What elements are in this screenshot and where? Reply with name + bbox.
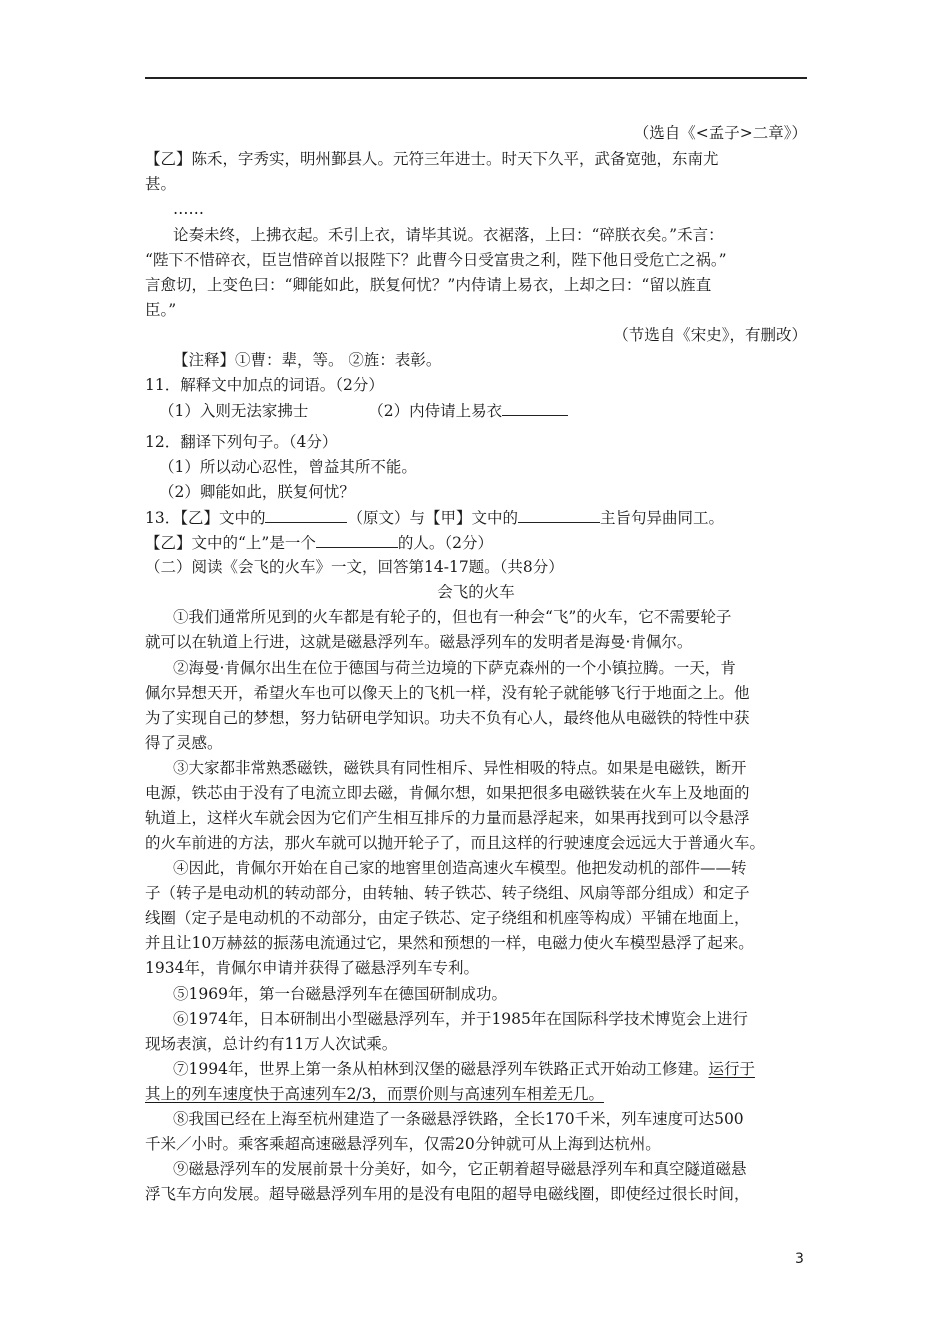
article-paragraph-line: ⑧我国已经在上海至杭州建造了一条磁悬浮铁路，全长170千米，列车速度可达500 [173,1110,744,1128]
question-11-item-1 [159,399,568,422]
article-paragraph-line: 并且让10万赫兹的振荡电流通过它，果然和预想的一样，电磁力使火车模型悬浮了起来。 [145,934,754,952]
question-12-stem: 12．翻译下列句子。（4分） [145,433,338,451]
article-paragraph-line: 为了实现自己的梦想，努力钻研电学知识。功夫不负有心人，最终他从电磁铁的特性中获 [145,709,750,727]
article-paragraph-line: ⑥1974年，日本研制出小型磁悬浮列车，并于1985年在国际科学技术博览会上进行 [173,1010,748,1028]
article-title: 会飞的火车 [437,583,515,601]
yi-text-line: 甚。 [145,175,177,193]
q11-item-2-text: （2）内侍请上易衣 [368,402,503,420]
paragraph-text: ⑦1994年，世界上第一条从柏林到汉堡的磁悬浮列车铁路正式开始动工修建。 [173,1060,709,1078]
article-paragraph-line: 得了灵感。 [145,734,223,752]
section-2-heading: （二）阅读《会飞的火车》一文，回答第14-17题。（共8分） [145,558,564,576]
header-rule [145,77,807,79]
article-paragraph-line: ①我们通常所见到的火车都是有轮子的，但也有一种会“飞”的火车，它不需要轮子 [173,608,732,626]
yi-text-line: 【乙】陈禾，字秀实，明州鄞县人。元符三年进士。时天下久平，武备宽弛，东南尤 [145,150,719,168]
answer-blank[interactable] [502,399,568,416]
q11-item-1-text: （1）入则无法家拂士 [159,402,309,420]
q13-text: 13．【乙】文中的 [145,509,266,527]
article-paragraph-line: 1934年，肯佩尔申请并获得了磁悬浮列车专利。 [145,959,479,977]
article-paragraph-line: 就可以在轨道上行进，这就是磁悬浮列车。磁悬浮列车的发明者是海曼·肯佩尔。 [145,633,693,651]
question-11-stem: 11．解释文中加点的词语。（2分） [145,376,384,394]
answer-blank[interactable] [265,506,347,523]
article-paragraph-line: 的火车前进的方法，那火车就可以抛开轮子了，而且这样的行驶速度会远远大于普通火车。 [145,834,766,852]
annotation-note: 【注释】①曹：辈，等。 ②旌：表彰。 [173,351,442,369]
q13-text: （原文）与【甲】文中的 [347,509,518,527]
question-13-line-1 [145,506,724,529]
article-paragraph-line: 子（转子是电动机的转动部分，由转轴、转子铁芯、转子绕组、风扇等部分组成）和定子 [145,884,750,902]
article-paragraph-line: 现场表演，总计约有11万人次试乘。 [145,1035,398,1053]
q13-text: 【乙】文中的“上”是一个 [145,534,316,552]
article-paragraph-line: 轨道上，这样火车就会因为它们产生相互排斥的力量而悬浮起来，如果再找到可以令悬浮 [145,809,750,827]
yi-text-line: 论奏未终，上拂衣起。禾引上衣，请毕其说。衣裾落，上曰：“碎朕衣矣。”禾言： [173,226,724,244]
article-paragraph-line: 浮飞车方向发展。超导磁悬浮列车用的是没有电阻的超导电磁线圈，即使经过很长时间， [145,1185,750,1203]
article-paragraph-line: ⑨磁悬浮列车的发展前景十分美好，如今，它正朝着超导磁悬浮列车和真空隧道磁悬 [173,1160,747,1178]
underlined-sentence: 运行于 [708,1060,755,1078]
article-paragraph-line: ⑤1969年，第一台磁悬浮列车在德国研制成功。 [173,985,507,1003]
answer-blank[interactable] [316,531,398,548]
page-number: 3 [795,1251,804,1267]
article-paragraph-line: ③大家都非常熟悉磁铁，磁铁具有同性相斥、异性相吸的特点。如果是电磁铁，断开 [173,759,747,777]
q13-text: 主旨句异曲同工。 [600,509,725,527]
yi-text-line: 臣。” [145,301,177,319]
answer-blank[interactable] [518,506,600,523]
question-12-item-1: （1）所以动心忍性，曾益其所不能。 [159,458,417,476]
yi-text-line: “陛下不惜碎衣，臣岂惜碎首以报陛下？此曹今日受富贵之利，陛下他日受危亡之祸。” [145,251,727,269]
article-paragraph-line: 线圈（定子是电动机的不动部分，由定子铁芯、定子绕组和机座等构成）平铺在地面上， [145,909,750,927]
article-paragraph-line: 电源，铁芯由于没有了电流立即去磁，肯佩尔想，如果把很多电磁铁装在火车上及地面的 [145,784,750,802]
yi-text-line: 言愈切，上变色曰：“卿能如此，朕复何忧？”内侍请上易衣，上却之曰：“留以旌直 [145,276,712,294]
question-13-line-2 [145,531,493,554]
article-paragraph-line: 佩尔异想天开，希望火车也可以像天上的飞机一样，没有轮子就能够飞行于地面之上。他 [145,684,750,702]
ellipsis: …… [173,200,204,218]
article-paragraph-line: ②海曼·肯佩尔出生在位于德国与荷兰边境的下萨克森州的一个小镇拉腾。一天，肯 [173,659,736,677]
article-paragraph-line [145,1083,604,1105]
article-paragraph-line [173,1058,755,1080]
article-paragraph-line: 千米／小时。乘客乘超高速磁悬浮列车，仅需20分钟就可从上海到达杭州。 [145,1135,661,1153]
underlined-sentence: 其上的列车速度快于高速列车2/3，而票价则与高速列车相差无几。 [145,1085,604,1103]
q13-text: 的人。（2分） [397,534,493,552]
source-citation-songshi: （节选自《宋史》，有删改） [613,326,807,344]
question-12-item-2: （2）卿能如此，朕复何忧？ [159,483,355,501]
source-citation-mencius: （选自《<孟子>二章》） [633,124,807,142]
article-paragraph-line: ④因此，肯佩尔开始在自己家的地窖里创造高速火车模型。他把发动机的部件——转 [173,859,747,877]
